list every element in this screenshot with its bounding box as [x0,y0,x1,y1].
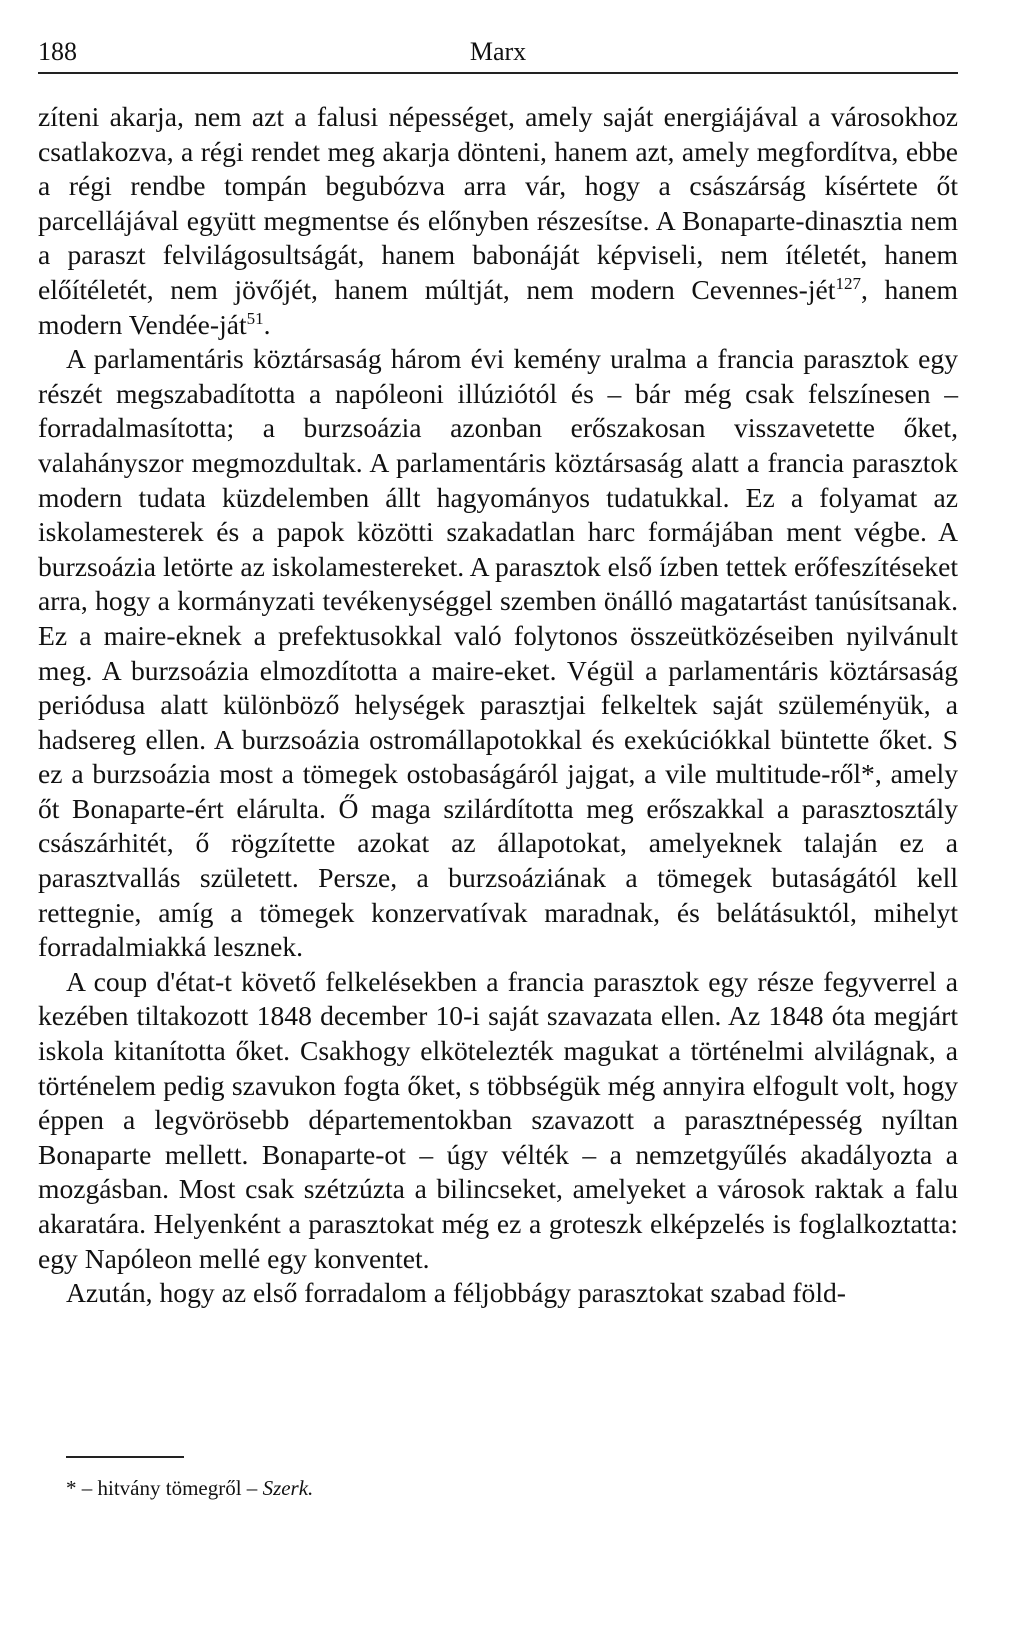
paragraph-4: Azután, hogy az első forradalom a féljobbágy parasztokat szabad föld- [66,1277,846,1309]
running-head: Marx [469,37,527,66]
body-text [38,100,958,1311]
paragraph-1: zíteni akarja, nem azt a falusi népességet, amely saját energiájával a városokhoz csatlakozva, a régi rendet meg akarja dönteni, hanem azt, amely megfordítva, ebbe a régi rendbe tompán begubózva arra vár, hogy a császárság kísértete őt parcellájával együtt megmentse és előnyben részesítse. A Bonaparte-dinasztia nem a paraszt felvilágosultságát, hanem babonáját képviseli, nem ítéletét, hanem előítéletét, nem jövőjét, hanem múltját, nem modern Cevennes-jét$^{127}$, hanem modern Vendée-ját$^{51}$. [38,101,958,340]
header-rule [38,72,958,74]
footnote-text: * – hitvány tömegről – [66,1476,263,1500]
page-header [38,36,958,68]
footnote-editor: Szerk. [262,1476,314,1500]
footnote-rule [66,1456,184,1458]
page-number: 188 [38,37,77,66]
paragraph-3: A coup d'état-t követő felkelésekben a francia parasztok egy része fegyverrel a kezében tiltakozott 1848 december 10-i saját szavazata ellen. Az 1848 óta megjárt iskola kitanította őket. Csakhogy elkötelezték magukat a történelmi alvilágnak, a történelem pedig szavukon fogta őket, s többségük még annyira elfogult volt, hogy éppen a legvörösebb départementokban szavazott a parasztnépesség nyíltan Bonaparte mellett. Bonaparte-ot – úgy vélték – a nemzetgyűlés akadályozta a mozgásban. Most csak szétzúzta a bilincseket, amelyeket a városok raktak a falu akaratára. Helyenként a parasztokat még ez a groteszk elképzelés is foglalkoztatta: egy Napóleon mellé egy konventet. [38,965,958,1274]
footnote-ref-127: 127 [835,273,861,293]
footnote [66,1474,926,1502]
footnote-ref-51: 51 [246,308,264,328]
paragraph-2: A parlamentáris köztársaság három évi kemény uralma a francia parasztok egy részét megszabadította a napóleoni illúziótól és – bár még csak felszínesen – forradalmasította; a burzsoázia azonban erőszakosan visszavetette őket, valahányszor megmozdultak. A parlamentáris köztársaság alatt a francia parasztok modern tudata küzdelemben állt hagyományos tudatukkal. Ez a folyamat az iskolamesterek és a papok közötti szakadatlan harc formájában ment végbe. A burzsoázia letörte az iskolamestereket. A parasztok első ízben tettek erőfeszítéseket arra, hogy a kormányzati tevékenységgel szemben önálló magatartást tanúsítsanak. Ez a maire-eknek a prefektusokkal való folytonos összeütközéseiben nyilvánult meg. A burzsoázia elmozdította a maire-eket. Végül a parlamentáris köztársaság periódusa alatt különböző helységek parasztjai felkeltek saját szüleményük, a hadsereg ellen. A burzsoázia ostromállapotokkal és exekúciókkal büntette őket. S ez a burzsoázia most a tömegek ostobaságáról jajgat, a vile multitude-ről*, amely őt Bonaparte-ért elárulta. Ő maga szilárdította meg erőszakkal a parasztosztály császárhitét, ő rögzítette azokat az állapotokat, amelyeknek talaján ez a parasztvallás született. Persze, a burzsoáziának a tömegek butaságától kell rettegnie, amíg a tömegek konzervatívak maradnak, és belátásuktól, mihelyt forradalmiakká lesznek. [38,343,958,963]
